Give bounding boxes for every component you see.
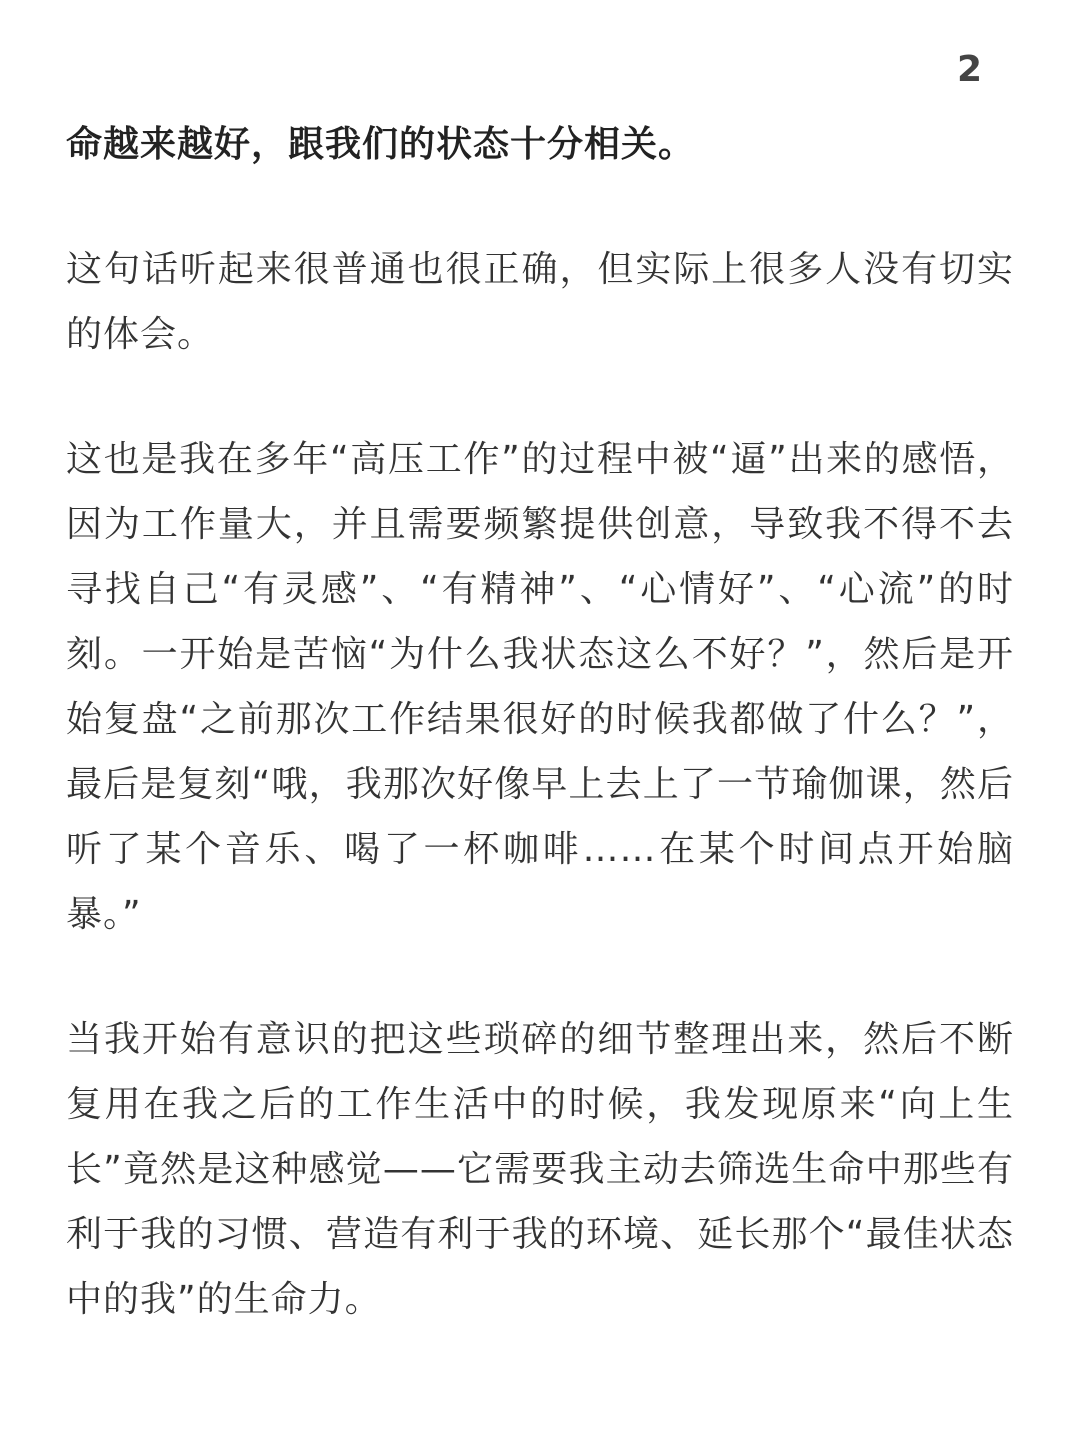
article-body [66, 112, 1014, 1332]
paragraph-gap [66, 947, 1014, 1007]
paragraph-1: 这句话听起来很普通也很正确，但实际上很多人没有切实的体会。 [66, 249, 1014, 355]
paragraph-gap [66, 367, 1014, 427]
lead-sentence: 命越来越好，跟我们的状态十分相关。 [66, 124, 696, 165]
paragraph-2: 这也是我在多年“高压工作”的过程中被“逼”出来的感悟，因为工作量大，并且需要频繁提供创意，导致我不得不去寻找自己“有灵感”、“有精神”、“心情好”、“心流”的时刻。一开始是苦恼“为什么我状态这么不好？”，然后是开始复盘“之前那次工作结果很好的时候我都做了什么？”，最后是复刻“哦，我那次好像早上去上了一节瑜伽课，然后听了某个音乐、喝了一杯咖啡……在某个时间点开始脑暴。” [66, 439, 1014, 935]
paragraph-gap [66, 177, 1014, 237]
paragraph-3: 当我开始有意识的把这些琐碎的细节整理出来，然后不断复用在我之后的工作生活中的时候，我发现原来“向上生长”竟然是这种感觉——它需要我主动去筛选生命中那些有利于我的习惯、营造有利于我的环境、延长那个“最佳状态中的我”的生命力。 [66, 1019, 1014, 1320]
page-number: 2 [956, 49, 982, 90]
